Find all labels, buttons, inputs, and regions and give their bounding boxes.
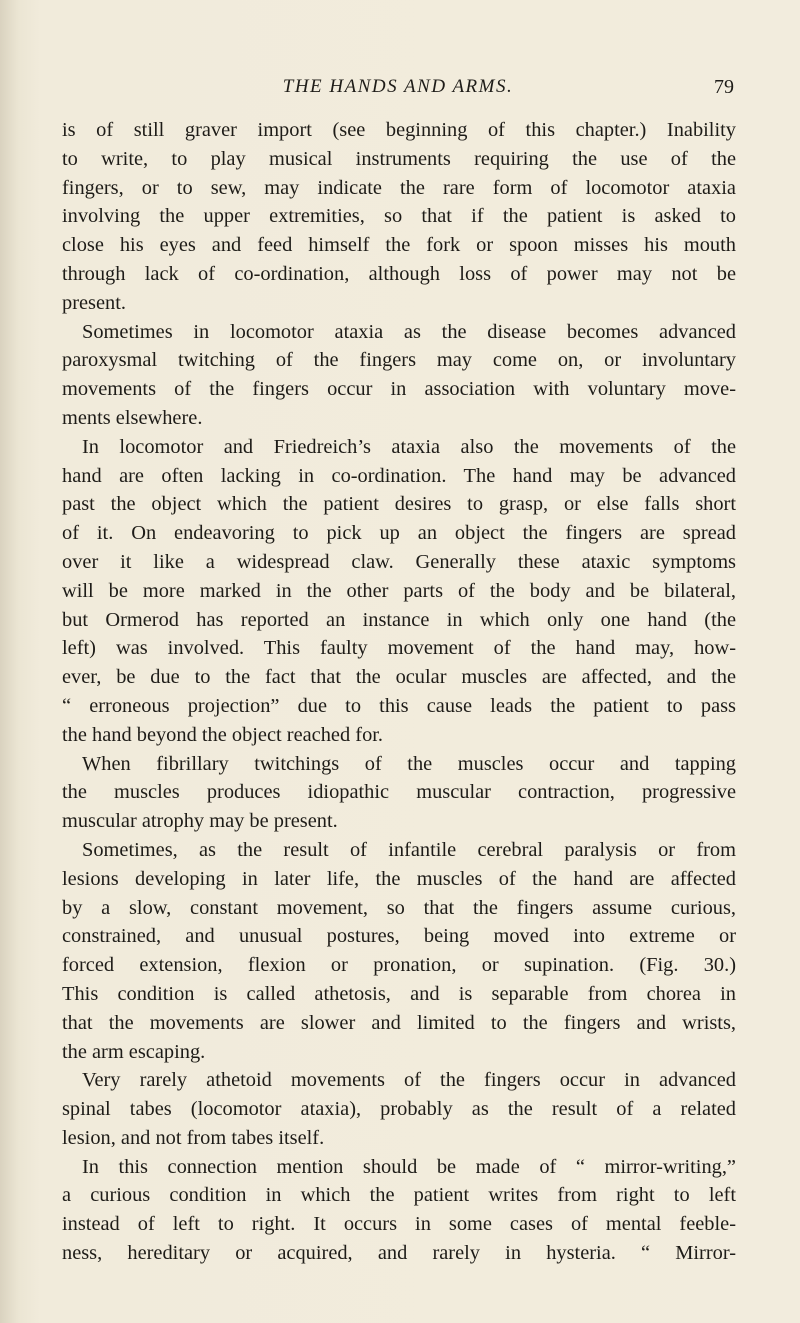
text-line: This condition is called athetosis, and is separable from chorea in (62, 982, 736, 1005)
text-line: ments elsewhere. (62, 406, 203, 429)
text-line: movements of the fingers occur in association with voluntary move- (62, 378, 736, 401)
page-header (62, 76, 734, 106)
text-line: the arm escaping. (62, 1040, 206, 1063)
text-line: instead of left to right. It occurs in some cases of mental feeble- (62, 1213, 736, 1236)
text-line: present. (62, 291, 126, 314)
text-line: ever, be due to the fact that the ocular muscles are affected, and the (62, 666, 736, 689)
text-line: over it like a widespread claw. Generally these ataxic symptoms (62, 550, 736, 573)
text-line: will be more marked in the other parts of the body and be bilateral, (62, 579, 736, 602)
text-line: of it. On endeavoring to pick up an object the fingers are spread (62, 522, 736, 545)
running-head: THE HANDS AND ARMS. (282, 76, 514, 97)
text-line: past the object which the patient desires to grasp, or else falls short (62, 493, 736, 516)
text-line: muscular atrophy may be present. (62, 810, 338, 833)
text-line: to write, to play musical instruments requiring the use of the (62, 147, 736, 170)
text-line: hand are often lacking in co-ordination. The hand may be advanced (62, 464, 736, 487)
text-line: lesion, and not from tabes itself. (62, 1126, 325, 1149)
text-line: In locomotor and Friedreich’s ataxia also the movements of the (82, 435, 736, 458)
text-line: ness, hereditary or acquired, and rarely in hysteria. “ Mirror- (62, 1242, 736, 1265)
text-line: Sometimes in locomotor ataxia as the disease becomes advanced (82, 320, 736, 343)
body-text (62, 116, 736, 1268)
text-line: “ erroneous projection” due to this cause leads the patient to pass (62, 694, 736, 717)
text-line: through lack of co-ordination, although loss of power may not be (62, 262, 736, 285)
text-line: paroxysmal twitching of the fingers may come on, or involuntary (62, 349, 736, 372)
text-line: involving the upper extremities, so that if the patient is asked to (62, 205, 736, 228)
text-line: left) was involved. This faulty movement of the hand may, how- (62, 637, 736, 660)
text-line: a curious condition in which the patient writes from right to left (62, 1184, 736, 1207)
text-line: When fibrillary twitchings of the muscles occur and tapping (82, 752, 736, 775)
text-line: the muscles produces idiopathic muscular contraction, progressive (62, 781, 736, 804)
text-line: spinal tabes (locomotor ataxia), probably as the result of a related (62, 1098, 736, 1121)
text-line: the hand beyond the object reached for. (62, 723, 384, 746)
text-line: but Ormerod has reported an instance in which only one hand (the (62, 608, 736, 631)
text-line: Very rarely athetoid movements of the fingers occur in advanced (82, 1069, 736, 1092)
text-line: In this connection mention should be made of “ mirror-writing,” (82, 1155, 736, 1178)
text-line: close his eyes and feed himself the fork or spoon misses his mouth (62, 234, 736, 257)
text-line: Sometimes, as the result of infantile cerebral paralysis or from (82, 838, 736, 861)
page-number: 79 (714, 76, 734, 98)
text-line: constrained, and unusual postures, being moved into extreme or (62, 925, 736, 948)
text-line: fingers, or to sew, may indicate the rare form of locomotor ataxia (62, 176, 736, 199)
text-line: is of still graver import (see beginning of this chapter.) Inability (62, 119, 736, 141)
text-line: by a slow, constant movement, so that the fingers assume curious, (62, 896, 736, 919)
text-line: forced extension, flexion or pronation, or supination. (Fig. 30.) (62, 954, 736, 977)
text-line: that the movements are slower and limited to the fingers and wrists, (62, 1011, 736, 1034)
text-line: lesions developing in later life, the muscles of the hand are affected (62, 867, 736, 890)
